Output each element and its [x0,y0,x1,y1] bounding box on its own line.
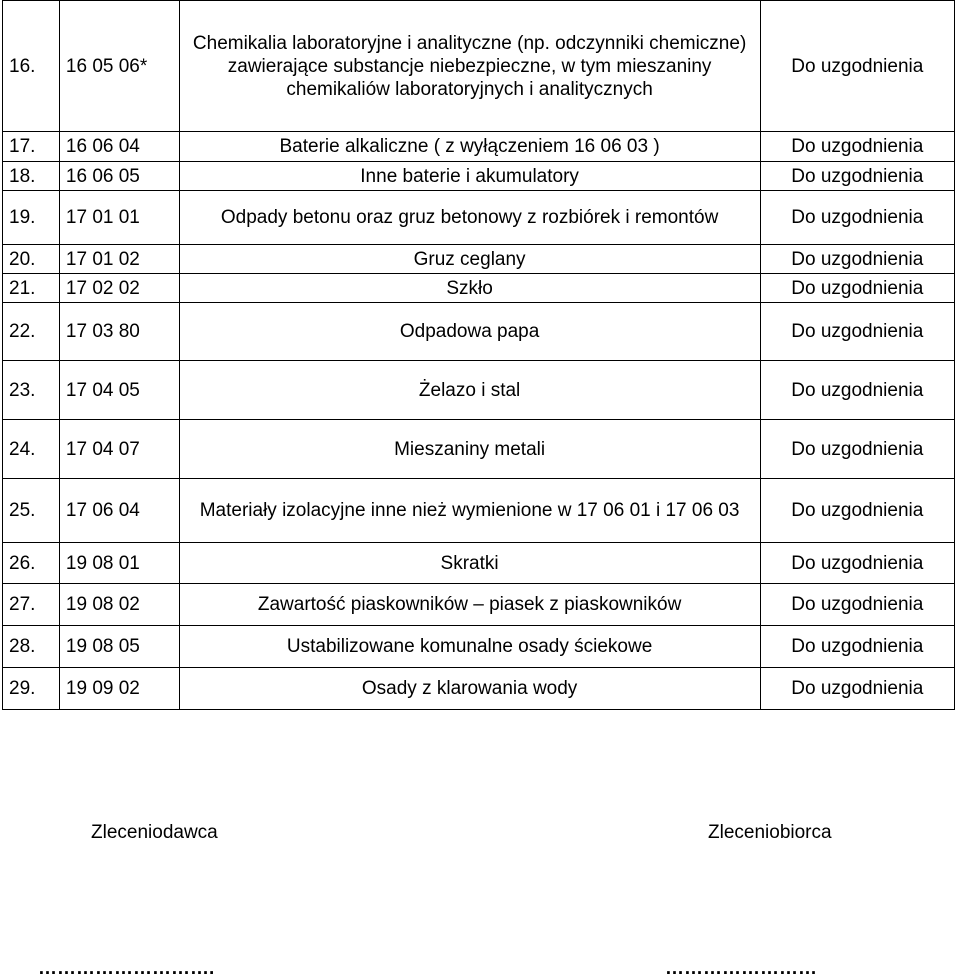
row-number: 29. [3,668,60,710]
waste-name: Gruz ceglany [179,245,760,274]
row-number: 25. [3,479,60,543]
waste-name: Odpadowa papa [179,303,760,361]
row-number: 27. [3,584,60,626]
row-number: 16. [3,1,60,132]
waste-name: Szkło [179,274,760,303]
waste-code: 16 05 06* [59,1,179,132]
status-cell: Do uzgodnienia [760,584,954,626]
table-row [3,626,955,668]
status-cell: Do uzgodnienia [760,303,954,361]
status-cell: Do uzgodnienia [760,1,954,132]
row-number: 26. [3,543,60,584]
waste-name: Mieszaniny metali [179,420,760,479]
status-cell: Do uzgodnienia [760,668,954,710]
row-number: 28. [3,626,60,668]
table-row [3,420,955,479]
waste-table [2,0,955,710]
waste-name: Inne baterie i akumulatory [179,162,760,191]
waste-code: 17 03 80 [59,303,179,361]
waste-code: 19 08 05 [59,626,179,668]
waste-table-body [3,1,955,710]
status-cell: Do uzgodnienia [760,543,954,584]
row-number: 19. [3,191,60,245]
waste-code: 17 01 01 [59,191,179,245]
row-number: 18. [3,162,60,191]
waste-code: 16 06 04 [59,132,179,162]
table-row [3,668,955,710]
row-number: 20. [3,245,60,274]
status-cell: Do uzgodnienia [760,132,954,162]
status-cell: Do uzgodnienia [760,162,954,191]
waste-name: Materiały izolacyjne inne nież wymienione w 17 06 01 i 17 06 03 [179,479,760,543]
row-number: 24. [3,420,60,479]
waste-name: Żelazo i stal [179,361,760,420]
row-number: 17. [3,132,60,162]
contractor-signature-line: …………………… [665,958,817,979]
table-row [3,1,955,132]
waste-name: Chemikalia laboratoryjne i analityczne (np. odczynniki chemiczne) zawierające substancje niebezpieczne, w tym mieszaniny chemikaliów laboratoryjnych i analitycznych [179,1,760,132]
waste-code: 17 01 02 [59,245,179,274]
waste-code: 19 08 01 [59,543,179,584]
waste-code: 17 06 04 [59,479,179,543]
contractor-label: Zleceniobiorca [708,822,832,843]
waste-name: Ustabilizowane komunalne osady ściekowe [179,626,760,668]
table-row [3,584,955,626]
table-row [3,191,955,245]
table-row [3,361,955,420]
table-row [3,543,955,584]
status-cell: Do uzgodnienia [760,420,954,479]
waste-name: Baterie alkaliczne ( z wyłączeniem 16 06 03 ) [179,132,760,162]
waste-name: Zawartość piaskowników – piasek z piaskowników [179,584,760,626]
row-number: 23. [3,361,60,420]
waste-code: 19 08 02 [59,584,179,626]
status-cell: Do uzgodnienia [760,361,954,420]
status-cell: Do uzgodnienia [760,245,954,274]
waste-name: Osady z klarowania wody [179,668,760,710]
table-row [3,479,955,543]
status-cell: Do uzgodnienia [760,274,954,303]
row-number: 21. [3,274,60,303]
waste-code: 16 06 05 [59,162,179,191]
waste-code: 17 04 07 [59,420,179,479]
waste-code: 19 09 02 [59,668,179,710]
table-row [3,303,955,361]
status-cell: Do uzgodnienia [760,626,954,668]
table-row [3,274,955,303]
waste-name: Odpady betonu oraz gruz betonowy z rozbiórek i remontów [179,191,760,245]
table-row [3,245,955,274]
client-label: Zleceniodawca [91,822,218,843]
table-row [3,132,955,162]
status-cell: Do uzgodnienia [760,191,954,245]
row-number: 22. [3,303,60,361]
table-row [3,162,955,191]
waste-name: Skratki [179,543,760,584]
waste-code: 17 04 05 [59,361,179,420]
waste-code: 17 02 02 [59,274,179,303]
client-signature-line: ………………………. [38,958,215,979]
status-cell: Do uzgodnienia [760,479,954,543]
